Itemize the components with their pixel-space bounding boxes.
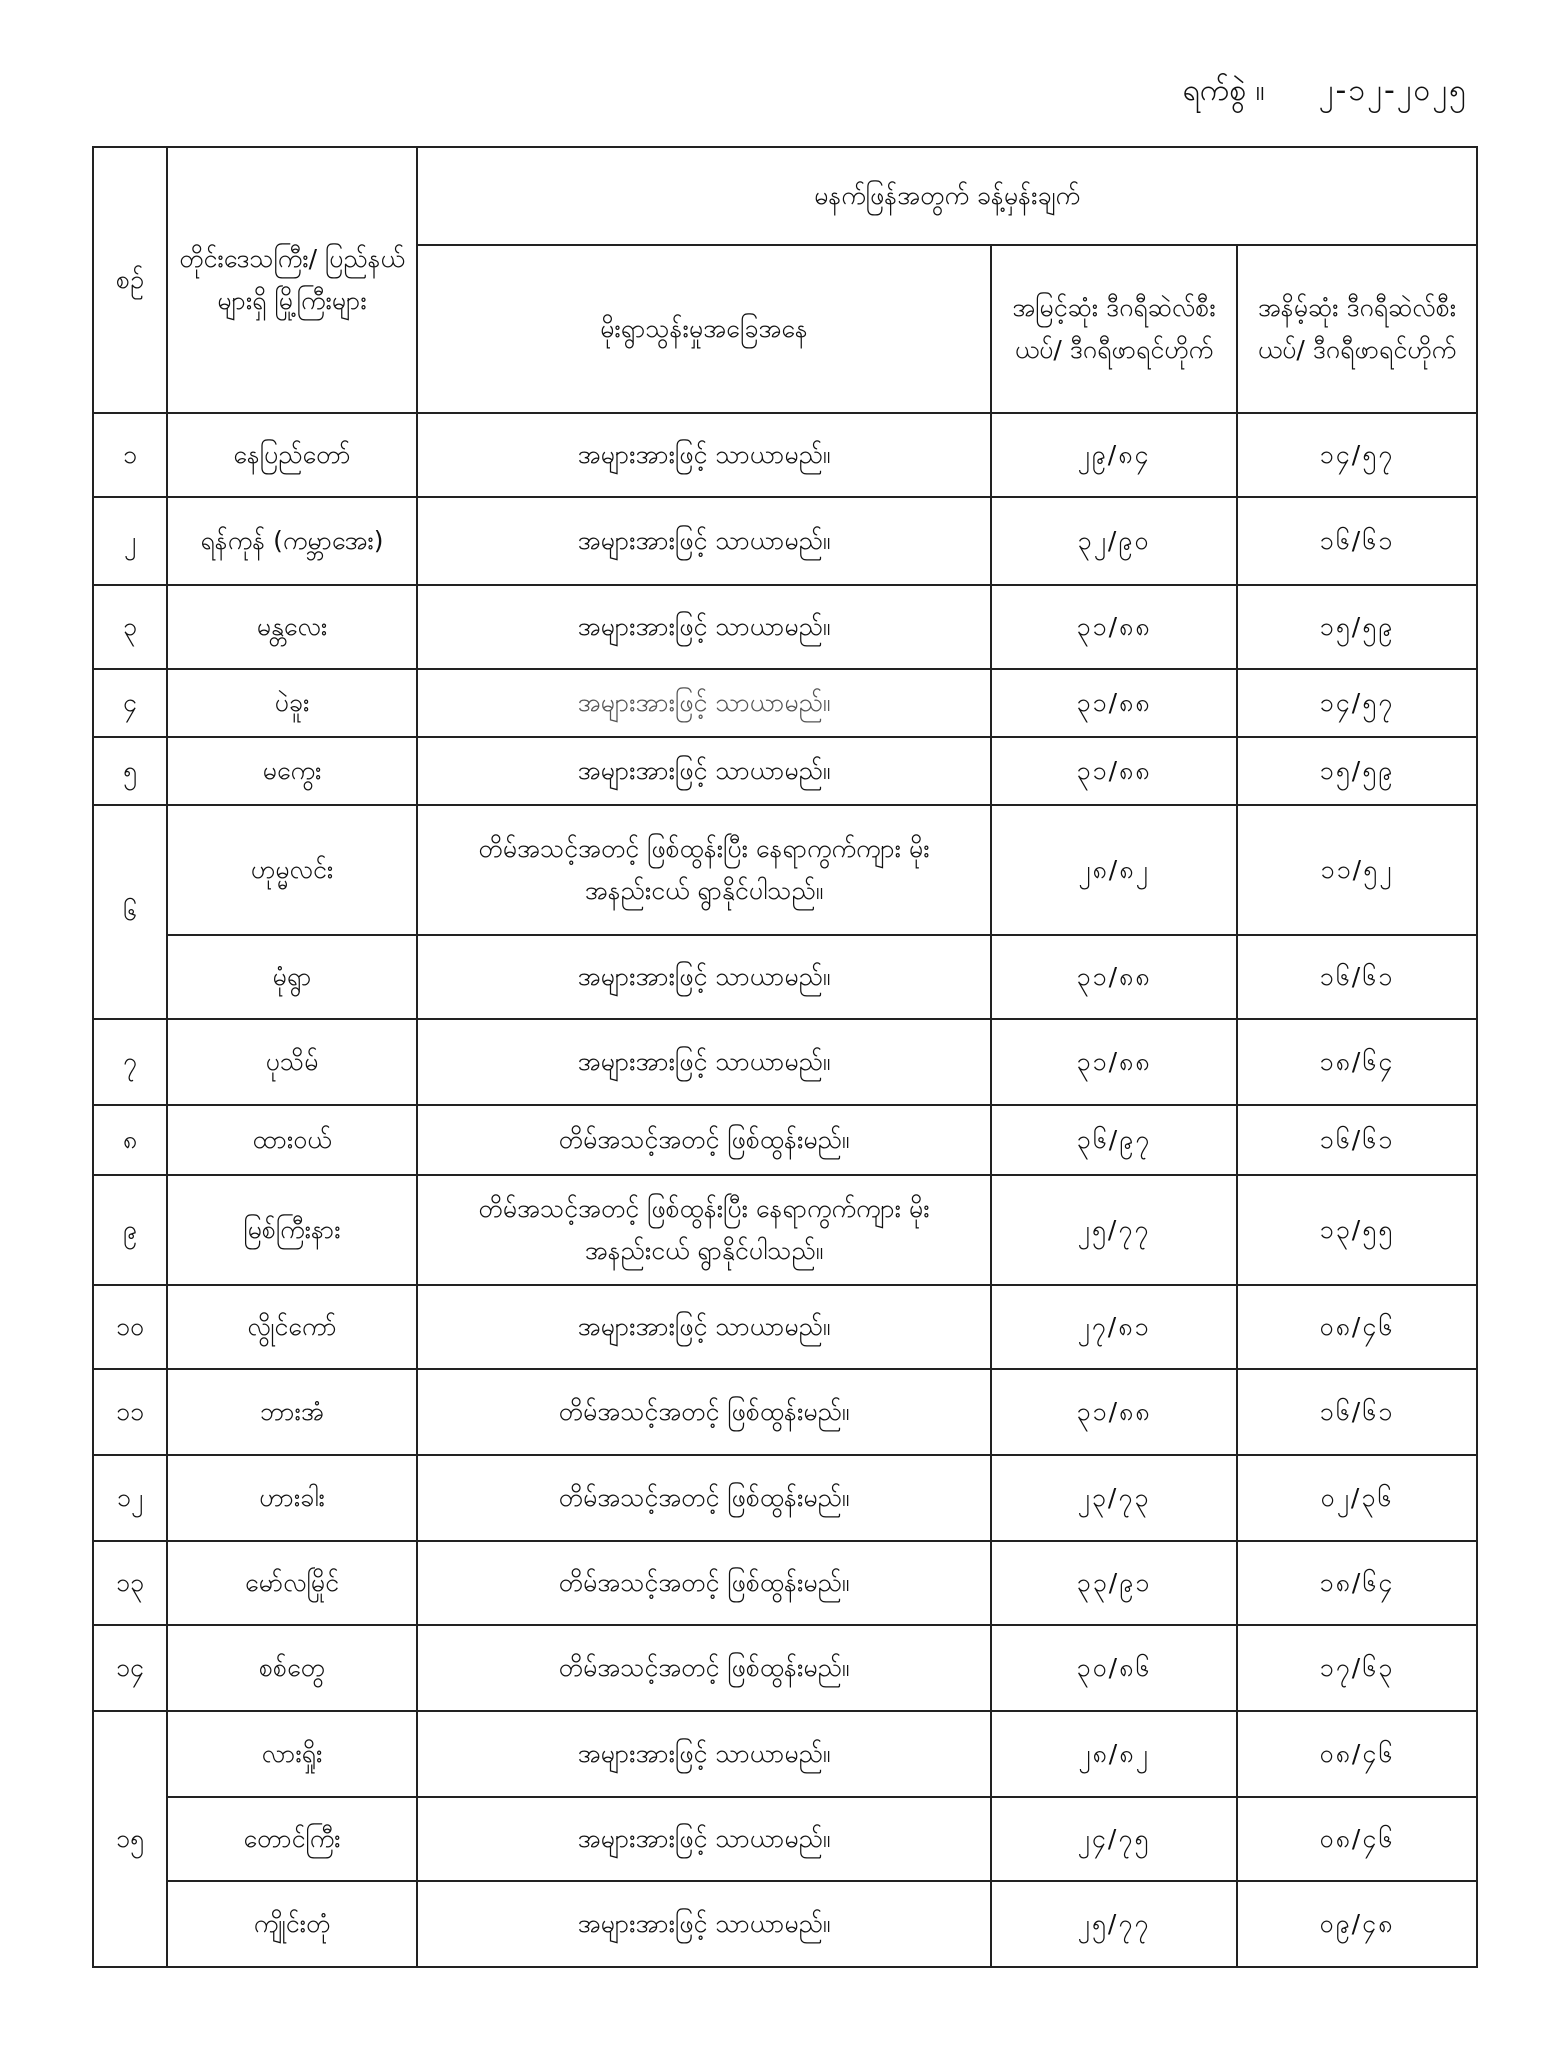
row-max-temp: ၃၁/၈၈ xyxy=(991,669,1237,737)
table-row xyxy=(93,585,1477,669)
row-min-temp: ၁၈/၆၄ xyxy=(1237,1019,1477,1105)
table-row xyxy=(93,1105,1477,1175)
row-min-temp: ၁၆/၆၁ xyxy=(1237,497,1477,585)
row-condition: အများအားဖြင့် သာယာမည်။ xyxy=(417,497,991,585)
date-label: ရက်စွဲ ။ xyxy=(1182,72,1265,108)
table-row xyxy=(93,413,1477,497)
row-min-temp: ၁၈/၆၄ xyxy=(1237,1541,1477,1625)
row-city: ဟားခါး xyxy=(167,1455,417,1541)
row-min-temp: ၁၅/၅၉ xyxy=(1237,737,1477,805)
table-row xyxy=(93,1285,1477,1369)
table-row xyxy=(93,737,1477,805)
row-city: မော်လမြိုင် xyxy=(167,1541,417,1625)
row-max-temp: ၃၁/၈၈ xyxy=(991,737,1237,805)
row-no: ၁၃ xyxy=(93,1541,167,1625)
row-condition: အများအားဖြင့် သာယာမည်။ xyxy=(417,1797,991,1881)
row-city: နေပြည်တော် xyxy=(167,413,417,497)
row-max-temp: ၂၅/၇၇ xyxy=(991,1175,1237,1285)
row-min-temp: ၁၆/၆၁ xyxy=(1237,1105,1477,1175)
header-forecast-group: မနက်ဖြန်အတွက် ခန့်မှန်းချက် xyxy=(417,147,1477,245)
row-no: ၅ xyxy=(93,737,167,805)
row-condition: တိမ်အသင့်အတင့် ဖြစ်ထွန်းပြီး နေရာကွက်ကျား မိုးအနည်းငယ် ရွာနိုင်ပါသည်။ xyxy=(417,1175,991,1285)
table-row xyxy=(93,1797,1477,1881)
table-row xyxy=(93,1369,1477,1455)
row-no: ၉ xyxy=(93,1175,167,1285)
row-condition: အများအားဖြင့် သာယာမည်။ xyxy=(417,413,991,497)
table-row xyxy=(93,1625,1477,1711)
row-no: ၁၂ xyxy=(93,1455,167,1541)
row-condition: အများအားဖြင့် သာယာမည်။ xyxy=(417,1019,991,1105)
row-max-temp: ၃၃/၉၁ xyxy=(991,1541,1237,1625)
table-row xyxy=(93,1175,1477,1285)
row-min-temp: ၁၃/၅၅ xyxy=(1237,1175,1477,1285)
row-max-temp: ၂၈/၈၂ xyxy=(991,805,1237,935)
row-city: မြစ်ကြီးနား xyxy=(167,1175,417,1285)
row-condition: တိမ်အသင့်အတင့် ဖြစ်ထွန်းမည်။ xyxy=(417,1455,991,1541)
row-condition: အများအားဖြင့် သာယာမည်။ xyxy=(417,669,991,737)
table-row xyxy=(93,805,1477,935)
row-max-temp: ၃၆/၉၇ xyxy=(991,1105,1237,1175)
table-row xyxy=(93,1541,1477,1625)
row-condition: တိမ်အသင့်အတင့် ဖြစ်ထွန်းမည်။ xyxy=(417,1369,991,1455)
table-row xyxy=(93,1455,1477,1541)
date-value: ၂-၁၂-၂၀၂၅ xyxy=(1318,72,1468,108)
header-min-temp: အနိမ့်ဆုံး ဒီဂရီဆဲလ်စီးယပ်/ ဒီဂရီဖာရင်ဟိုက် xyxy=(1237,245,1477,413)
table-row xyxy=(93,935,1477,1019)
table-row xyxy=(93,497,1477,585)
row-no: ၈ xyxy=(93,1105,167,1175)
row-city: ရန်ကုန် (ကမ္ဘာအေး) xyxy=(167,497,417,585)
row-max-temp: ၃၀/၈၆ xyxy=(991,1625,1237,1711)
row-min-temp: ၀၈/၄၆ xyxy=(1237,1285,1477,1369)
row-city: တောင်ကြီး xyxy=(167,1797,417,1881)
row-city: ဘားအံ xyxy=(167,1369,417,1455)
row-min-temp: ၁၅/၅၉ xyxy=(1237,585,1477,669)
row-max-temp: ၂၉/၈၄ xyxy=(991,413,1237,497)
row-no: ၁၀ xyxy=(93,1285,167,1369)
row-city: ကျိုင်းတုံ xyxy=(167,1881,417,1967)
row-max-temp: ၂၇/၈၁ xyxy=(991,1285,1237,1369)
row-condition: တိမ်အသင့်အတင့် ဖြစ်ထွန်းမည်။ xyxy=(417,1105,991,1175)
header-no: စဉ် xyxy=(93,147,167,413)
row-condition: အများအားဖြင့် သာယာမည်။ xyxy=(417,1711,991,1797)
row-min-temp: ၁၇/၆၃ xyxy=(1237,1625,1477,1711)
row-max-temp: ၂၄/၇၅ xyxy=(991,1797,1237,1881)
row-min-temp: ၀၂/၃၆ xyxy=(1237,1455,1477,1541)
weather-forecast-table xyxy=(92,146,1478,1968)
row-no: ၁၅ xyxy=(93,1711,167,1967)
row-city: စစ်တွေ xyxy=(167,1625,417,1711)
row-min-temp: ၁၄/၅၇ xyxy=(1237,413,1477,497)
row-condition: တိမ်အသင့်အတင့် ဖြစ်ထွန်းမည်။ xyxy=(417,1541,991,1625)
table-row xyxy=(93,1019,1477,1105)
row-city: ပုသိမ် xyxy=(167,1019,417,1105)
row-condition: တိမ်အသင့်အတင့် ဖြစ်ထွန်းပြီး နေရာကွက်ကျား မိုးအနည်းငယ် ရွာနိုင်ပါသည်။ xyxy=(417,805,991,935)
table-row xyxy=(93,669,1477,737)
table-row xyxy=(93,1881,1477,1967)
row-max-temp: ၂၈/၈၂ xyxy=(991,1711,1237,1797)
row-condition: အများအားဖြင့် သာယာမည်။ xyxy=(417,1881,991,1967)
row-no: ၆ xyxy=(93,805,167,1019)
row-condition: အများအားဖြင့် သာယာမည်။ xyxy=(417,585,991,669)
row-city: ပဲခူး xyxy=(167,669,417,737)
row-max-temp: ၃၁/၈၈ xyxy=(991,585,1237,669)
header-city: တိုင်းဒေသကြီး/ ပြည်နယ်များရှိ မြို့ကြီးများ xyxy=(167,147,417,413)
table-row xyxy=(93,1711,1477,1797)
row-city: ထားဝယ် xyxy=(167,1105,417,1175)
row-city: လွိုင်ကော် xyxy=(167,1285,417,1369)
row-no: ၁၄ xyxy=(93,1625,167,1711)
row-max-temp: ၃၂/၉၀ xyxy=(991,497,1237,585)
row-no: ၂ xyxy=(93,497,167,585)
row-city: မကွေး xyxy=(167,737,417,805)
row-city: ဟုမ္မလင်း xyxy=(167,805,417,935)
row-city: မုံရွာ xyxy=(167,935,417,1019)
row-min-temp: ၀၈/၄၆ xyxy=(1237,1797,1477,1881)
row-max-temp: ၃၁/၈၈ xyxy=(991,1369,1237,1455)
row-no: ၃ xyxy=(93,585,167,669)
row-max-temp: ၂၅/၇၇ xyxy=(991,1881,1237,1967)
row-min-temp: ၁၄/၅၇ xyxy=(1237,669,1477,737)
row-no: ၁ xyxy=(93,413,167,497)
row-max-temp: ၃၁/၈၈ xyxy=(991,1019,1237,1105)
row-max-temp: ၃၁/၈၈ xyxy=(991,935,1237,1019)
row-city: မန္တလေး xyxy=(167,585,417,669)
header-condition: မိုးရွာသွန်းမှုအခြေအနေ xyxy=(417,245,991,413)
row-city: လားရှိုး xyxy=(167,1711,417,1797)
date-line xyxy=(1183,62,1468,122)
row-condition: အများအားဖြင့် သာယာမည်။ xyxy=(417,737,991,805)
row-no: ၇ xyxy=(93,1019,167,1105)
row-min-temp: ၁၆/၆၁ xyxy=(1237,935,1477,1019)
row-min-temp: ၀၉/၄၈ xyxy=(1237,1881,1477,1967)
row-min-temp: ၀၈/၄၆ xyxy=(1237,1711,1477,1797)
row-condition: အများအားဖြင့် သာယာမည်။ xyxy=(417,1285,991,1369)
row-condition: တိမ်အသင့်အတင့် ဖြစ်ထွန်းမည်။ xyxy=(417,1625,991,1711)
row-condition: အများအားဖြင့် သာယာမည်။ xyxy=(417,935,991,1019)
row-no: ၁၁ xyxy=(93,1369,167,1455)
header-max-temp: အမြင့်ဆုံး ဒီဂရီဆဲလ်စီးယပ်/ ဒီဂရီဖာရင်ဟိုက် xyxy=(991,245,1237,413)
row-min-temp: ၁၆/၆၁ xyxy=(1237,1369,1477,1455)
row-no: ၄ xyxy=(93,669,167,737)
row-min-temp: ၁၁/၅၂ xyxy=(1237,805,1477,935)
row-max-temp: ၂၃/၇၃ xyxy=(991,1455,1237,1541)
